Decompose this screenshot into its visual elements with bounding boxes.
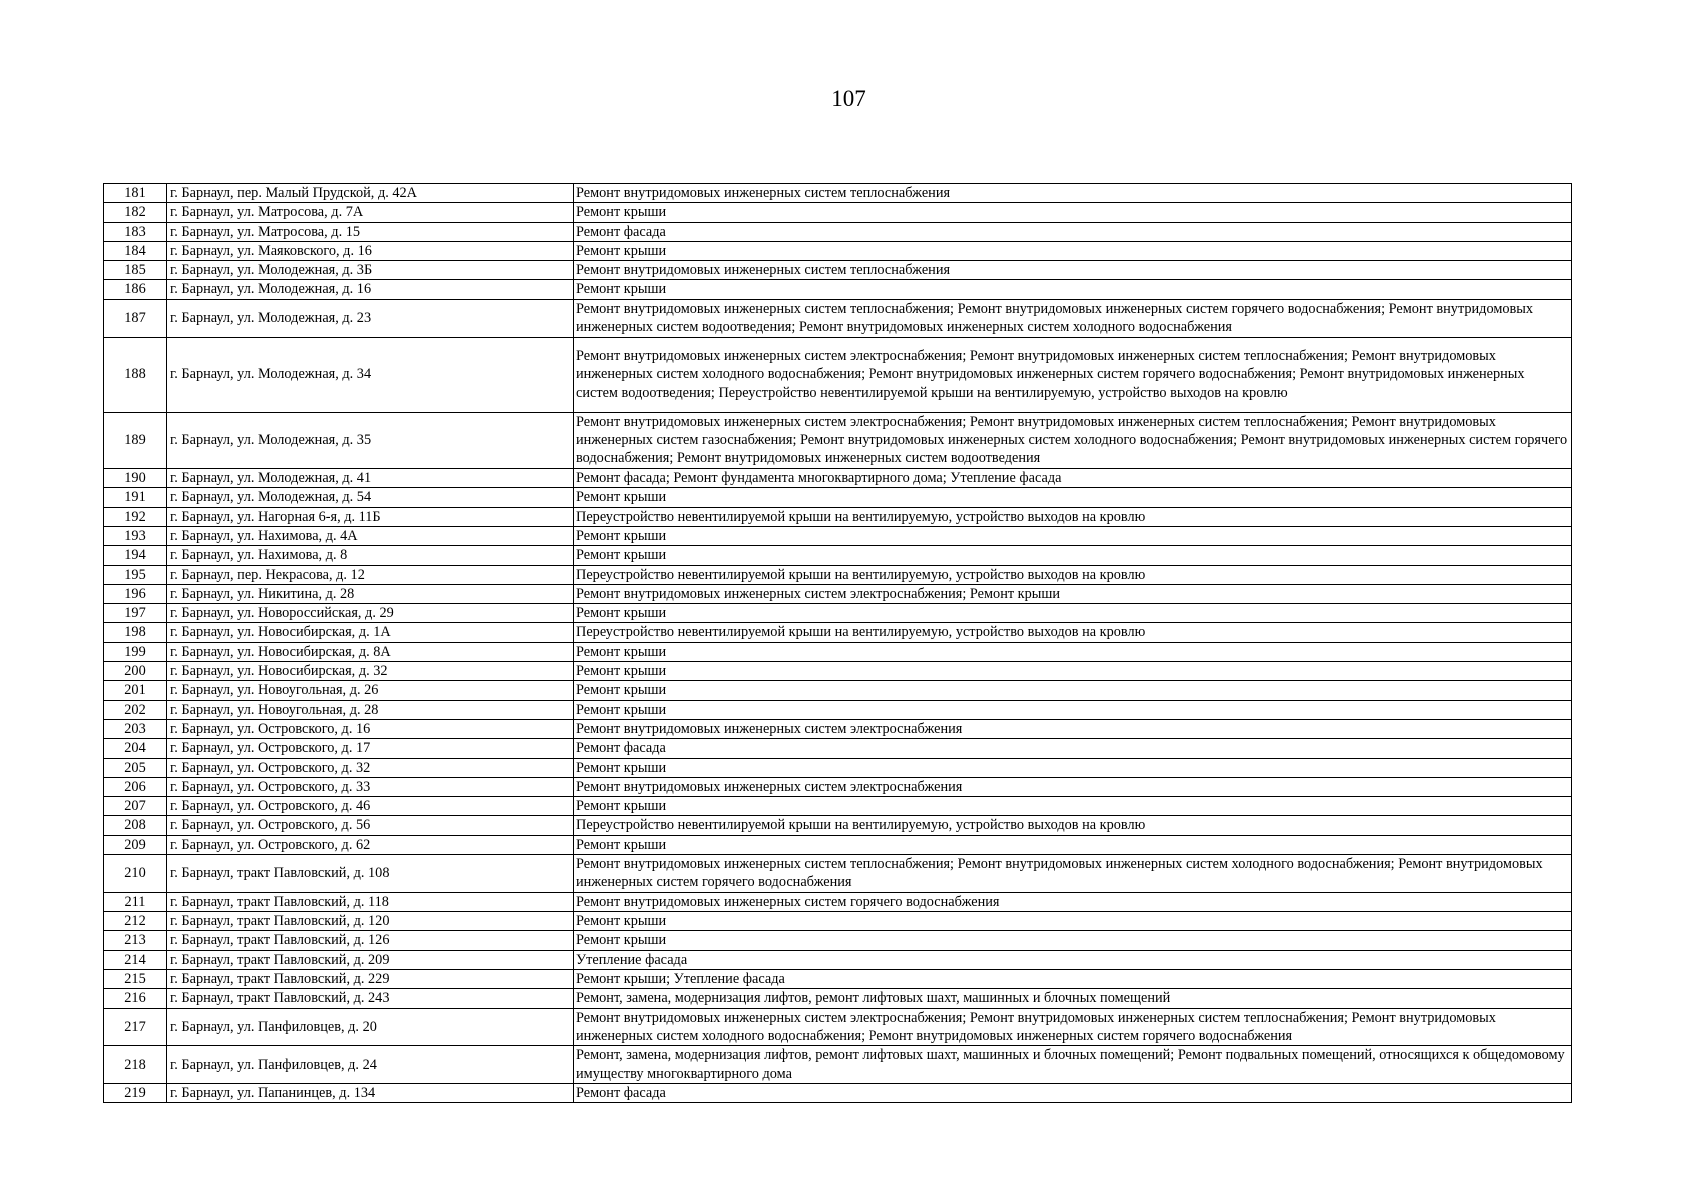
table-row <box>104 280 1572 299</box>
address-cell: г. Барнаул, ул. Молодежная, д. 3Б <box>167 261 574 280</box>
table-row <box>104 526 1572 545</box>
address-cell: г. Барнаул, тракт Павловский, д. 120 <box>167 912 574 931</box>
table-row <box>104 892 1572 911</box>
address-cell: г. Барнаул, ул. Панфиловцев, д. 24 <box>167 1046 574 1084</box>
table-row <box>104 931 1572 950</box>
address-cell: г. Барнаул, тракт Павловский, д. 118 <box>167 892 574 911</box>
address-cell: г. Барнаул, ул. Островского, д. 16 <box>167 719 574 738</box>
address-cell: г. Барнаул, тракт Павловский, д. 209 <box>167 950 574 969</box>
row-number: 219 <box>104 1084 167 1103</box>
work-type-cell: Ремонт крыши <box>574 604 1572 623</box>
address-cell: г. Барнаул, ул. Новоугольная, д. 28 <box>167 700 574 719</box>
address-cell: г. Барнаул, ул. Нахимова, д. 4А <box>167 526 574 545</box>
row-number: 190 <box>104 469 167 488</box>
work-type-cell: Переустройство невентилируемой крыши на вентилируемую, устройство выходов на кровлю <box>574 623 1572 642</box>
work-type-cell: Ремонт внутридомовых инженерных систем электроснабжения; Ремонт внутридомовых инженерных систем теплоснабжения; Ремонт внутридомовых инженерных систем холодного водоснабжения; Ремонт внутридомовых инженерных систем горячего водоснабжения <box>574 1008 1572 1046</box>
address-cell: г. Барнаул, ул. Нагорная 6-я, д. 11Б <box>167 507 574 526</box>
row-number: 196 <box>104 584 167 603</box>
address-cell: г. Барнаул, ул. Островского, д. 32 <box>167 758 574 777</box>
row-number: 197 <box>104 604 167 623</box>
row-number: 210 <box>104 855 167 893</box>
table-row <box>104 222 1572 241</box>
address-cell: г. Барнаул, ул. Молодежная, д. 41 <box>167 469 574 488</box>
work-type-cell: Ремонт, замена, модернизация лифтов, ремонт лифтовых шахт, машинных и блочных помещений; Ремонт подвальных помещений, относящихся к общедомовому имуществу многоквартирного дома <box>574 1046 1572 1084</box>
work-type-cell: Ремонт крыши; Утепление фасада <box>574 970 1572 989</box>
table-row <box>104 261 1572 280</box>
work-type-cell: Переустройство невентилируемой крыши на вентилируемую, устройство выходов на кровлю <box>574 565 1572 584</box>
table-row <box>104 797 1572 816</box>
work-type-cell: Ремонт крыши <box>574 912 1572 931</box>
row-number: 208 <box>104 816 167 835</box>
table-row <box>104 739 1572 758</box>
row-number: 217 <box>104 1008 167 1046</box>
table-body <box>104 184 1572 1103</box>
table-row <box>104 507 1572 526</box>
table-row <box>104 912 1572 931</box>
table-row <box>104 950 1572 969</box>
row-number: 192 <box>104 507 167 526</box>
row-number: 218 <box>104 1046 167 1084</box>
address-cell: г. Барнаул, ул. Новоугольная, д. 26 <box>167 681 574 700</box>
address-cell: г. Барнаул, ул. Новосибирская, д. 32 <box>167 662 574 681</box>
row-number: 199 <box>104 642 167 661</box>
table-row <box>104 662 1572 681</box>
address-cell: г. Барнаул, тракт Павловский, д. 108 <box>167 855 574 893</box>
work-type-cell: Переустройство невентилируемой крыши на вентилируемую, устройство выходов на кровлю <box>574 507 1572 526</box>
work-type-cell: Ремонт крыши <box>574 642 1572 661</box>
row-number: 181 <box>104 184 167 203</box>
table-row <box>104 758 1572 777</box>
work-type-cell: Ремонт внутридомовых инженерных систем горячего водоснабжения <box>574 892 1572 911</box>
address-cell: г. Барнаул, ул. Островского, д. 46 <box>167 797 574 816</box>
table-row <box>104 816 1572 835</box>
row-number: 200 <box>104 662 167 681</box>
row-number: 193 <box>104 526 167 545</box>
address-cell: г. Барнаул, ул. Молодежная, д. 16 <box>167 280 574 299</box>
row-number: 205 <box>104 758 167 777</box>
address-cell: г. Барнаул, ул. Молодежная, д. 35 <box>167 412 574 469</box>
table-row <box>104 970 1572 989</box>
row-number: 194 <box>104 546 167 565</box>
row-number: 187 <box>104 299 167 337</box>
table-row <box>104 777 1572 796</box>
table-row <box>104 299 1572 337</box>
work-type-cell: Ремонт крыши <box>574 662 1572 681</box>
row-number: 202 <box>104 700 167 719</box>
table-row <box>104 604 1572 623</box>
row-number: 198 <box>104 623 167 642</box>
work-type-cell: Переустройство невентилируемой крыши на вентилируемую, устройство выходов на кровлю <box>574 816 1572 835</box>
table-row <box>104 337 1572 412</box>
work-type-cell: Ремонт внутридомовых инженерных систем электроснабжения <box>574 719 1572 738</box>
address-cell: г. Барнаул, ул. Матросова, д. 15 <box>167 222 574 241</box>
work-type-cell: Ремонт крыши <box>574 488 1572 507</box>
address-cell: г. Барнаул, тракт Павловский, д. 126 <box>167 931 574 950</box>
work-type-cell: Ремонт крыши <box>574 280 1572 299</box>
work-type-cell: Утепление фасада <box>574 950 1572 969</box>
address-cell: г. Барнаул, ул. Молодежная, д. 54 <box>167 488 574 507</box>
address-cell: г. Барнаул, ул. Молодежная, д. 23 <box>167 299 574 337</box>
work-type-cell: Ремонт внутридомовых инженерных систем теплоснабжения; Ремонт внутридомовых инженерных систем горячего водоснабжения; Ремонт внутридомовых инженерных систем водоотведения; Ремонт внутридомовых инженерных систем холодного водоснабжения <box>574 299 1572 337</box>
row-number: 216 <box>104 989 167 1008</box>
table-row <box>104 835 1572 854</box>
row-number: 185 <box>104 261 167 280</box>
address-cell: г. Барнаул, пер. Некрасова, д. 12 <box>167 565 574 584</box>
table-row <box>104 488 1572 507</box>
row-number: 189 <box>104 412 167 469</box>
row-number: 183 <box>104 222 167 241</box>
work-type-cell: Ремонт крыши <box>574 546 1572 565</box>
row-number: 206 <box>104 777 167 796</box>
table-row <box>104 241 1572 260</box>
table-row <box>104 623 1572 642</box>
table-row <box>104 719 1572 738</box>
work-type-cell: Ремонт крыши <box>574 526 1572 545</box>
table-row <box>104 546 1572 565</box>
row-number: 182 <box>104 203 167 222</box>
table-row <box>104 1008 1572 1046</box>
address-cell: г. Барнаул, ул. Маяковского, д. 16 <box>167 241 574 260</box>
work-type-cell: Ремонт внутридомовых инженерных систем теплоснабжения <box>574 261 1572 280</box>
table-row <box>104 469 1572 488</box>
address-cell: г. Барнаул, ул. Новосибирская, д. 1А <box>167 623 574 642</box>
work-type-cell: Ремонт фасада; Ремонт фундамента многоквартирного дома; Утепление фасада <box>574 469 1572 488</box>
work-type-cell: Ремонт крыши <box>574 835 1572 854</box>
repair-table <box>103 183 1572 1103</box>
table-row <box>104 1046 1572 1084</box>
work-type-cell: Ремонт крыши <box>574 797 1572 816</box>
work-type-cell: Ремонт фасада <box>574 222 1572 241</box>
work-type-cell: Ремонт внутридомовых инженерных систем электроснабжения; Ремонт внутридомовых инженерных систем теплоснабжения; Ремонт внутридомовых инженерных систем газоснабжения; Ремонт внутридомовых инженерных систем холодного водоснабжения; Ремонт внутридомовых инженерных систем горячего водоснабжения; Ремонт внутридомовых инженерных систем водоотведения <box>574 412 1572 469</box>
address-cell: г. Барнаул, ул. Папанинцев, д. 134 <box>167 1084 574 1103</box>
address-cell: г. Барнаул, ул. Молодежная, д. 34 <box>167 337 574 412</box>
table-row <box>104 1084 1572 1103</box>
address-cell: г. Барнаул, ул. Новороссийская, д. 29 <box>167 604 574 623</box>
address-cell: г. Барнаул, ул. Новосибирская, д. 8А <box>167 642 574 661</box>
table-row <box>104 700 1572 719</box>
row-number: 212 <box>104 912 167 931</box>
row-number: 215 <box>104 970 167 989</box>
row-number: 188 <box>104 337 167 412</box>
work-type-cell: Ремонт фасада <box>574 739 1572 758</box>
work-type-cell: Ремонт внутридомовых инженерных систем электроснабжения; Ремонт внутридомовых инженерных систем теплоснабжения; Ремонт внутридомовых инженерных систем холодного водоснабжения; Ремонт внутридомовых инженерных систем горячего водоснабжения; Ремонт внутридомовых инженерных систем водоотведения; Переустройство невентилируемой крыши на вентилируемую, устройство выходов на кровлю <box>574 337 1572 412</box>
address-cell: г. Барнаул, ул. Островского, д. 62 <box>167 835 574 854</box>
work-type-cell: Ремонт, замена, модернизация лифтов, ремонт лифтовых шахт, машинных и блочных помещений <box>574 989 1572 1008</box>
work-type-cell: Ремонт крыши <box>574 241 1572 260</box>
table-row <box>104 584 1572 603</box>
work-type-cell: Ремонт внутридомовых инженерных систем теплоснабжения; Ремонт внутридомовых инженерных систем холодного водоснабжения; Ремонт внутридомовых инженерных систем горячего водоснабжения <box>574 855 1572 893</box>
address-cell: г. Барнаул, ул. Нахимова, д. 8 <box>167 546 574 565</box>
work-type-cell: Ремонт крыши <box>574 681 1572 700</box>
address-cell: г. Барнаул, тракт Павловский, д. 229 <box>167 970 574 989</box>
address-cell: г. Барнаул, пер. Малый Прудской, д. 42А <box>167 184 574 203</box>
row-number: 207 <box>104 797 167 816</box>
row-number: 191 <box>104 488 167 507</box>
table-row <box>104 855 1572 893</box>
address-cell: г. Барнаул, ул. Панфиловцев, д. 20 <box>167 1008 574 1046</box>
row-number: 204 <box>104 739 167 758</box>
table-row <box>104 203 1572 222</box>
page-number: 107 <box>831 86 866 111</box>
work-type-cell: Ремонт внутридомовых инженерных систем электроснабжения <box>574 777 1572 796</box>
row-number: 186 <box>104 280 167 299</box>
table-row <box>104 412 1572 469</box>
row-number: 211 <box>104 892 167 911</box>
work-type-cell: Ремонт крыши <box>574 758 1572 777</box>
row-number: 195 <box>104 565 167 584</box>
table-row <box>104 184 1572 203</box>
work-type-cell: Ремонт крыши <box>574 700 1572 719</box>
row-number: 201 <box>104 681 167 700</box>
work-type-cell: Ремонт фасада <box>574 1084 1572 1103</box>
address-cell: г. Барнаул, ул. Никитина, д. 28 <box>167 584 574 603</box>
table-row <box>104 681 1572 700</box>
row-number: 203 <box>104 719 167 738</box>
address-cell: г. Барнаул, ул. Матросова, д. 7А <box>167 203 574 222</box>
row-number: 209 <box>104 835 167 854</box>
row-number: 213 <box>104 931 167 950</box>
address-cell: г. Барнаул, ул. Островского, д. 17 <box>167 739 574 758</box>
address-cell: г. Барнаул, ул. Островского, д. 33 <box>167 777 574 796</box>
table-row <box>104 642 1572 661</box>
work-type-cell: Ремонт крыши <box>574 931 1572 950</box>
table-row <box>104 989 1572 1008</box>
row-number: 184 <box>104 241 167 260</box>
work-type-cell: Ремонт внутридомовых инженерных систем теплоснабжения <box>574 184 1572 203</box>
row-number: 214 <box>104 950 167 969</box>
work-type-cell: Ремонт крыши <box>574 203 1572 222</box>
table-row <box>104 565 1572 584</box>
address-cell: г. Барнаул, ул. Островского, д. 56 <box>167 816 574 835</box>
address-cell: г. Барнаул, тракт Павловский, д. 243 <box>167 989 574 1008</box>
work-type-cell: Ремонт внутридомовых инженерных систем электроснабжения; Ремонт крыши <box>574 584 1572 603</box>
